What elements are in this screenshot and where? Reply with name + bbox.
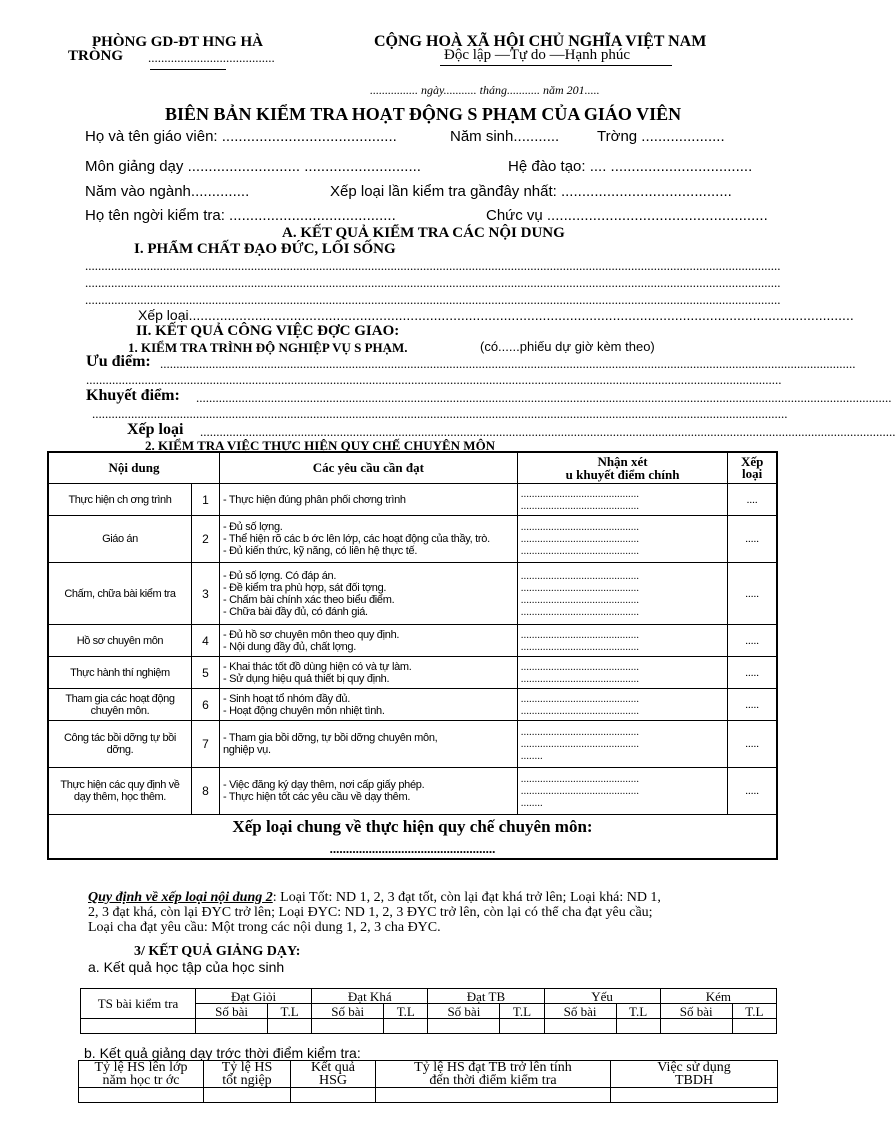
requirement-line: - Đủ hồ sơ chuyên môn theo quy định. xyxy=(222,628,400,641)
table-row xyxy=(48,768,777,815)
group-yeu: Yếu xyxy=(544,989,660,1004)
group-kha: Đạt Khá xyxy=(312,989,428,1004)
requirement-line: - Thực hiện tốt các yêu cầu về dạy thêm. xyxy=(222,791,411,803)
sub-bai: Số bài xyxy=(196,1004,268,1019)
col-promotion xyxy=(79,1061,204,1088)
row-rank[interactable]: ..... xyxy=(728,625,777,657)
table-row xyxy=(48,484,777,516)
school-dots: ....................................... xyxy=(148,50,275,65)
student-results-table xyxy=(80,988,777,1034)
input-cell[interactable] xyxy=(376,1088,611,1103)
sub-2-title: 2. KIỂM TRA VIỆC THỰC HIỆN QUY CHẾ CHUYÊN MÔN xyxy=(145,438,496,453)
row-rank[interactable]: .... xyxy=(728,484,777,516)
requirement-line: - Đủ số lợng. xyxy=(222,521,283,533)
input-cell[interactable] xyxy=(428,1019,500,1034)
row-remarks[interactable] xyxy=(517,484,728,516)
start-year-field[interactable]: Năm vào ngành.............. xyxy=(85,183,250,200)
remark-dots[interactable]: ........................................... xyxy=(520,773,640,785)
row-number: 5 xyxy=(191,657,219,689)
col-promotion-line1: Tỷ lệ HS lên lớp xyxy=(94,1060,188,1075)
nation-title: CỘNG HOÀ XÃ HỘI CHỦ NGHĨA VIỆT NAM xyxy=(374,33,707,50)
subject-field[interactable]: Môn giảng dạy ........................... ............................ xyxy=(85,158,421,175)
input-cell[interactable] xyxy=(732,1019,776,1034)
col-tbdh-line2: TBDH xyxy=(674,1073,714,1088)
requirement-line: - Chấm bài chính xác theo biểu điểm. xyxy=(222,593,395,606)
remark-dots[interactable]: ........................................... xyxy=(520,521,640,533)
sub-a-title: a. Kết quả học tập của học sinh xyxy=(88,959,285,975)
requirement-line: - Thể hiện rõ các b ớc lên lớp, các hoạt động của thầy, trò. xyxy=(222,533,490,545)
remark-dots[interactable]: ........................................... xyxy=(520,628,640,641)
col-graduation-line1: Tỷ lệ HS xyxy=(221,1060,273,1075)
table-row xyxy=(48,657,777,689)
row-remarks[interactable] xyxy=(517,625,728,657)
remark-dots[interactable]: ........................................... xyxy=(520,605,640,618)
input-cell[interactable] xyxy=(291,1088,376,1103)
last-rank-field[interactable]: Xếp loại lần kiểm tra gầnđây nhất: ......................................... xyxy=(330,183,732,200)
col-tbdh xyxy=(611,1061,778,1088)
weaknesses-dots-2[interactable]: ...................................................................................................................................................................................................................... xyxy=(92,406,788,421)
sub-tl: T.L xyxy=(616,1004,660,1019)
row-requirements xyxy=(219,721,517,768)
table-a-data-row[interactable] xyxy=(81,1019,777,1034)
remark-dots[interactable]: ........................................... xyxy=(520,581,640,594)
rule-line-3: Loại cha đạt yêu cầu: Một trong các nội dung 1, 2, 3 cha ĐYC. xyxy=(88,920,441,935)
group-tb: Đạt TB xyxy=(428,989,544,1004)
requirement-line: - Khai thác tốt đồ dùng hiện có và tự làm. xyxy=(222,660,412,673)
rank-header-line1: Xếp xyxy=(740,454,764,469)
row-remarks[interactable] xyxy=(517,516,728,563)
header-left-underline xyxy=(150,69,226,70)
remark-dots[interactable]: ........................................... xyxy=(520,593,640,606)
remark-dots[interactable]: ........ xyxy=(520,797,543,809)
strengths-dots-2[interactable]: ...................................................................................................................................................................................................................... xyxy=(86,372,782,387)
row-number: 3 xyxy=(191,563,219,625)
group-gioi: Đạt Giỏi xyxy=(196,989,312,1004)
row-content: Công tác bồi dỡng tự bồi dỡng. xyxy=(48,721,191,768)
remark-dots[interactable]: ........................................... xyxy=(520,545,640,557)
weaknesses-dots-1[interactable]: ...................................................................................................................................................................................................................... xyxy=(196,390,892,405)
row-requirements xyxy=(219,516,517,563)
input-cell[interactable] xyxy=(384,1019,428,1034)
col-graduation-line2: tốt ngiệp xyxy=(222,1073,272,1088)
row-content: Hồ sơ chuyên môn xyxy=(48,625,191,657)
row-number: 8 xyxy=(191,768,219,815)
input-cell[interactable] xyxy=(616,1019,660,1034)
birth-year-field[interactable]: Năm sinh........... xyxy=(450,128,560,145)
regulation-table xyxy=(47,451,778,860)
col-tb-line2: đến thời điểm kiểm tra xyxy=(429,1073,557,1088)
col-tb-line1: Tỷ lệ HS đạt TB trở lên tính xyxy=(414,1060,572,1075)
row-rank[interactable]: ..... xyxy=(728,516,777,563)
requirement-line: - Sinh hoạt tổ nhóm đầy đủ. xyxy=(222,692,350,705)
nation-motto: Độc lập —Tự do —Hạnh phúc xyxy=(444,47,631,63)
table-row xyxy=(48,563,777,625)
table-b-data-row[interactable] xyxy=(79,1088,778,1103)
weaknesses-label: Khuyết điểm: xyxy=(86,387,180,404)
section-2-title: II. KẾT QUẢ CÔNG VIỆC ĐỢC GIAO: xyxy=(136,323,400,339)
col-remarks-header xyxy=(517,452,728,484)
rank-label-2: Xếp loại xyxy=(127,421,184,438)
requirement-line: - Đủ số lợng. Có đáp án. xyxy=(222,569,337,582)
ethics-dots-3[interactable]: ...................................................................................................................................................................................................................... xyxy=(85,292,781,307)
strengths-dots-1[interactable]: ...................................................................................................................................................................................................................... xyxy=(160,356,856,371)
sub-bai: Số bài xyxy=(428,1004,500,1019)
remark-dots[interactable]: ........................................... xyxy=(520,738,640,750)
row-remarks[interactable] xyxy=(517,689,728,721)
input-cell[interactable] xyxy=(196,1019,268,1034)
requirement-line: - Tham gia bồi dỡng, tự bồi dỡng chuyên môn, xyxy=(222,732,438,744)
footer-cell xyxy=(48,815,777,860)
col-graduation xyxy=(204,1061,291,1088)
requirement-line: - Đề kiểm tra phù hợp, sát đối tợng. xyxy=(222,581,387,594)
requirement-line: - Việc đăng ký dạy thêm, nơi cấp giấy phép. xyxy=(222,779,425,791)
rule-line-2: 2, 3 đạt khá, còn lại ĐYC trở lên; Loại ĐYC: ND 1, 2, 3 ĐYC trở lên, còn lại có thể cha đạt yêu cầu; xyxy=(88,905,653,920)
ethics-rank[interactable]: Xếp loại........................................................................................................................................................................... xyxy=(138,307,854,323)
remark-dots[interactable]: ........................................... xyxy=(520,704,640,717)
rank-header-line2: loại xyxy=(742,466,763,481)
sub-1-note: (có......phiếu dự giờ kèm theo) xyxy=(480,339,655,354)
col-hsg-line2: HSG xyxy=(318,1073,347,1088)
remark-dots[interactable]: ........................................... xyxy=(520,569,640,582)
row-content: Tham gia các hoạt động chuyên môn. xyxy=(48,689,191,721)
school-field[interactable]: Trờng .................... xyxy=(597,128,725,145)
row-number: 6 xyxy=(191,689,219,721)
requirement-line: - Hoạt động chuyên môn nhiệt tình. xyxy=(222,704,385,717)
remark-dots[interactable]: ........................................... xyxy=(520,660,640,673)
remark-dots[interactable]: ........................................... xyxy=(520,672,640,685)
ethics-dots-1[interactable]: ...................................................................................................................................................................................................................... xyxy=(85,258,781,273)
row-requirements xyxy=(219,657,517,689)
sub-bai: Số bài xyxy=(660,1004,732,1019)
sub-tl: T.L xyxy=(268,1004,312,1019)
teaching-results-table xyxy=(78,1060,778,1103)
sub-bai: Số bài xyxy=(544,1004,616,1019)
col-tbdh-line1: Việc sử dụng xyxy=(657,1060,731,1075)
sub-bai: Số bài xyxy=(312,1004,384,1019)
rule-text-1: : Loại Tốt: ND 1, 2, 3 đạt tốt, còn lại đạt khá trở lên; Loại khá: ND 1, xyxy=(272,890,661,905)
row-remarks[interactable] xyxy=(517,768,728,815)
col-rank-header xyxy=(728,452,777,484)
remarks-header-line2: u khuyết điểm chính xyxy=(565,467,680,482)
requirement-line: - Chữa bài đầy đủ, có đánh giá. xyxy=(222,605,368,618)
rank-dots-2[interactable]: ...................................................................................................................................................................................................................... xyxy=(200,424,896,439)
col-requirements-header: Các yêu cầu cần đạt xyxy=(219,452,517,484)
teacher-name-field[interactable]: Họ và tên giáo viên: .......................................... xyxy=(85,128,397,145)
input-cell[interactable] xyxy=(312,1019,384,1034)
row-requirements xyxy=(219,689,517,721)
row-rank[interactable]: ..... xyxy=(728,563,777,625)
section-3-title: 3/ KẾT QUẢ GIẢNG DẠY: xyxy=(134,944,301,959)
row-content: Giáo án xyxy=(48,516,191,563)
remark-dots[interactable]: ........................................... xyxy=(520,533,640,545)
col-promotion-line2: năm học tr ớc xyxy=(102,1073,180,1088)
table-footer-row xyxy=(48,815,777,860)
footer-title: Xếp loại chung về thực hiện quy chế chuyên môn: xyxy=(232,817,593,836)
remark-dots[interactable]: ........................................... xyxy=(520,499,640,512)
training-field[interactable]: Hệ đào tạo: .... .................................. xyxy=(508,158,753,175)
remark-dots[interactable]: ........................................... xyxy=(520,487,640,500)
col-hsg-line1: Kết quả xyxy=(311,1060,355,1075)
sub-1-title: 1. KIỂM TRA TRÌNH ĐỘ NGHIỆP VỤ S PHẠM. xyxy=(128,340,408,355)
remark-dots[interactable]: ........ xyxy=(520,750,543,762)
row-requirements xyxy=(219,768,517,815)
row-number: 7 xyxy=(191,721,219,768)
row-rank[interactable]: ..... xyxy=(728,657,777,689)
sub-tl: T.L xyxy=(732,1004,776,1019)
requirement-line: - Nội dung đầy đủ, chất lợng. xyxy=(222,640,356,653)
sub-tl: T.L xyxy=(384,1004,428,1019)
rule-line-1 xyxy=(88,890,661,906)
row-requirements xyxy=(219,563,517,625)
row-rank[interactable]: ..... xyxy=(728,689,777,721)
row-remarks[interactable] xyxy=(517,563,728,625)
row-content: Thực hành thí nghiệm xyxy=(48,657,191,689)
table-row xyxy=(48,516,777,563)
remark-dots[interactable]: ........................................... xyxy=(520,785,640,797)
row-number: 4 xyxy=(191,625,219,657)
rule-label: Quy định về xếp loại nội dung 2 xyxy=(88,890,273,905)
remark-dots[interactable]: ........................................... xyxy=(520,726,640,738)
table-a-head-row xyxy=(81,989,777,1004)
input-cell[interactable] xyxy=(268,1019,312,1034)
table-row xyxy=(48,721,777,768)
row-remarks[interactable] xyxy=(517,657,728,689)
page-title: BIÊN BẢN KIỂM TRA HOẠT ĐỘNG S PHẠM CỦA GIÁO VIÊN xyxy=(165,104,682,124)
requirement-line: nghiệp vụ. xyxy=(222,744,271,756)
row-rank[interactable]: ..... xyxy=(728,768,777,815)
section-a-title: A. KẾT QUẢ KIỂM TRA CÁC NỘI DUNG xyxy=(282,225,565,241)
input-cell[interactable] xyxy=(81,1019,196,1034)
row-content: Thực hiện ch ơng trình xyxy=(48,484,191,516)
table-row xyxy=(48,625,777,657)
row-number: 1 xyxy=(191,484,219,516)
input-cell[interactable] xyxy=(204,1088,291,1103)
row-requirements xyxy=(219,484,517,516)
date-line: ................ ngày........... tháng........... năm 201..... xyxy=(370,83,600,97)
row-remarks[interactable] xyxy=(517,721,728,768)
remark-dots[interactable]: ........................................... xyxy=(520,640,640,653)
table-header-row xyxy=(48,452,777,484)
school-name: PHÒNG GD-ĐT HNG HÀ xyxy=(92,34,263,50)
col-hsg xyxy=(291,1061,376,1088)
position-field[interactable]: Chức vụ ..................................................... xyxy=(486,207,768,224)
input-cell[interactable] xyxy=(611,1088,778,1103)
row-rank[interactable]: ..... xyxy=(728,721,777,768)
sub-tl: T.L xyxy=(500,1004,544,1019)
col-tb xyxy=(376,1061,611,1088)
input-cell[interactable] xyxy=(79,1088,204,1103)
row-content: Thực hiện các quy định về dạy thêm, học thêm. xyxy=(48,768,191,815)
motto-underline xyxy=(440,65,672,66)
school-name-line2: TRÒNG xyxy=(68,48,124,64)
row-requirements xyxy=(219,625,517,657)
row-number: 2 xyxy=(191,516,219,563)
remark-dots[interactable]: ........................................... xyxy=(520,692,640,705)
requirement-line: - Thực hiện đúng phân phối chơng trình xyxy=(222,493,406,506)
remarks-header-line1: Nhận xét xyxy=(597,454,648,469)
table-row xyxy=(48,689,777,721)
input-cell[interactable] xyxy=(500,1019,544,1034)
ts-header: TS bài kiểm tra xyxy=(81,989,196,1019)
footer-dots[interactable]: ................................................... xyxy=(329,841,496,856)
table-b-head-row xyxy=(79,1061,778,1088)
requirement-line: - Đủ kiến thức, kỹ năng, có liên hệ thực tế. xyxy=(222,545,418,557)
sub-b-title: b. Kết quả giảng dạy trớc thời điểm kiểm tra: xyxy=(84,1045,361,1061)
row-content: Chấm, chữa bài kiểm tra xyxy=(48,563,191,625)
input-cell[interactable] xyxy=(660,1019,732,1034)
requirement-line: - Sử dụng hiệu quả thiết bị quy định. xyxy=(222,672,390,685)
section-1-title: I. PHẨM CHẤT ĐẠO ĐỨC, LỐI SỐNG xyxy=(134,241,396,257)
col-content-header: Nội dung xyxy=(48,452,219,484)
group-kem: Kém xyxy=(660,989,776,1004)
inspector-field[interactable]: Họ tên ngời kiểm tra: ........................................ xyxy=(85,207,396,224)
input-cell[interactable] xyxy=(544,1019,616,1034)
ethics-dots-2[interactable]: ...................................................................................................................................................................................................................... xyxy=(85,275,781,290)
strengths-label: Ưu điểm: xyxy=(86,353,151,370)
